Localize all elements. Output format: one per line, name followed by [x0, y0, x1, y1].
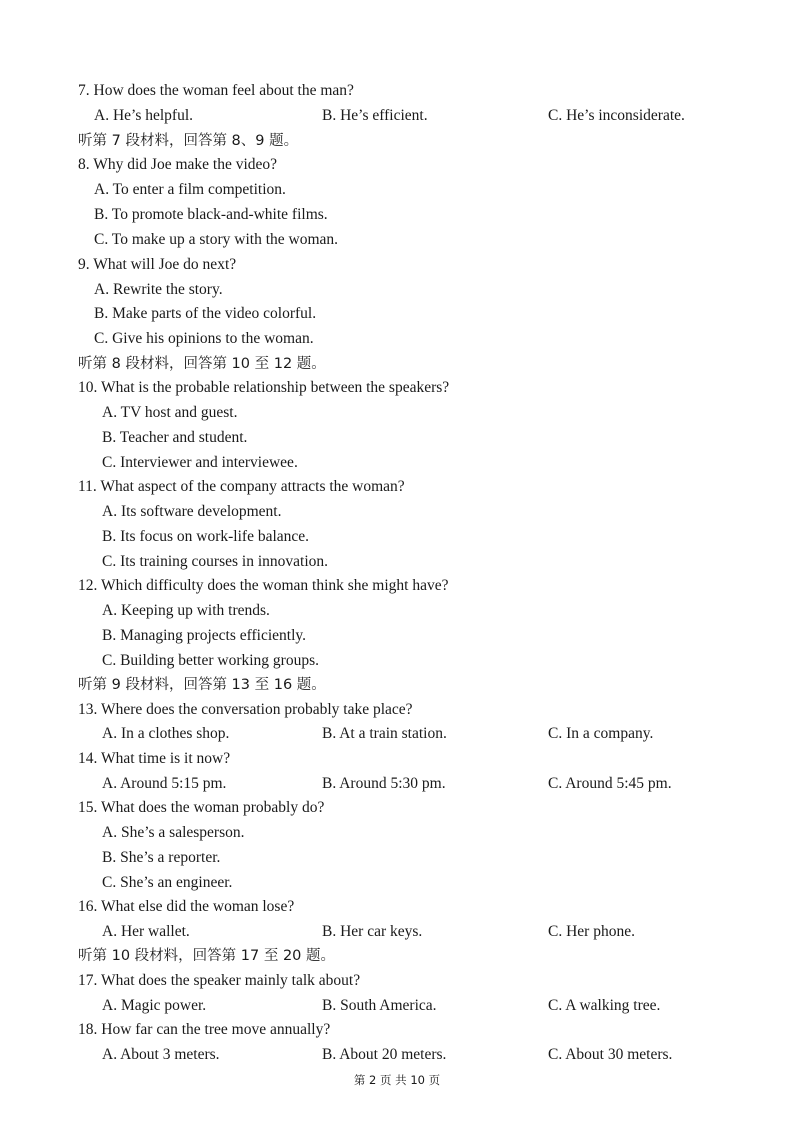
- option-16c: C. Her phone.: [548, 923, 635, 940]
- question-9: 9. What will Joe do next?: [78, 256, 237, 273]
- question-17: 17. What does the speaker mainly talk about?: [78, 972, 361, 989]
- option-17b: B. South America.: [322, 997, 437, 1014]
- option-16a: A. Her wallet.: [102, 923, 190, 940]
- question-13: 13. Where does the conversation probably take place?: [78, 701, 413, 718]
- option-7a: A. He’s helpful.: [94, 107, 194, 124]
- section-heading-10: 听第 10 段材料，回答第 17 至 20 题。: [78, 948, 336, 964]
- option-11c: C. Its training courses in innovation.: [102, 553, 329, 570]
- question-18: 18. How far can the tree move annually?: [78, 1021, 331, 1038]
- question-8: 8. Why did Joe make the video?: [78, 156, 278, 173]
- option-8a: A. To enter a film competition.: [94, 181, 286, 198]
- option-13a: A. In a clothes shop.: [102, 725, 230, 742]
- option-9b: B. Make parts of the video colorful.: [94, 305, 317, 322]
- section-heading-7: 听第 7 段材料，回答第 8、9 题。: [78, 133, 299, 149]
- option-15a: A. She’s a salesperson.: [102, 824, 245, 841]
- option-14b: B. Around 5:30 pm.: [322, 775, 446, 792]
- option-14c: C. Around 5:45 pm.: [548, 775, 672, 792]
- option-10a: A. TV host and guest.: [102, 404, 238, 421]
- question-12: 12. Which difficulty does the woman think she might have?: [78, 577, 449, 594]
- option-10b: B. Teacher and student.: [102, 429, 248, 446]
- question-16: 16. What else did the woman lose?: [78, 898, 295, 915]
- option-17a: A. Magic power.: [102, 997, 207, 1014]
- option-17c: C. A walking tree.: [548, 997, 661, 1014]
- option-11b: B. Its focus on work-life balance.: [102, 528, 310, 545]
- option-18b: B. About 20 meters.: [322, 1046, 447, 1063]
- option-9c: C. Give his opinions to the woman.: [94, 330, 314, 347]
- option-12a: A. Keeping up with trends.: [102, 602, 270, 619]
- question-11: 11. What aspect of the company attracts the woman?: [78, 478, 405, 495]
- option-11a: A. Its software development.: [102, 503, 282, 520]
- option-18a: A. About 3 meters.: [102, 1046, 220, 1063]
- option-12c: C. Building better working groups.: [102, 652, 319, 669]
- option-14a: A. Around 5:15 pm.: [102, 775, 227, 792]
- question-10: 10. What is the probable relationship between the speakers?: [78, 379, 450, 396]
- question-7: 7. How does the woman feel about the man?: [78, 82, 354, 99]
- option-13c: C. In a company.: [548, 725, 654, 742]
- option-15c: C. She’s an engineer.: [102, 874, 233, 891]
- page-footer: 第 2 页 共 10 页: [353, 1073, 441, 1087]
- option-13b: B. At a train station.: [322, 725, 447, 742]
- option-9a: A. Rewrite the story.: [94, 281, 223, 298]
- section-heading-9: 听第 9 段材料，回答第 13 至 16 题。: [78, 677, 326, 693]
- question-14: 14. What time is it now?: [78, 750, 231, 767]
- option-16b: B. Her car keys.: [322, 923, 423, 940]
- option-7c: C. He’s inconsiderate.: [548, 107, 685, 124]
- option-15b: B. She’s a reporter.: [102, 849, 221, 866]
- option-8b: B. To promote black-and-white films.: [94, 206, 328, 223]
- question-15: 15. What does the woman probably do?: [78, 799, 325, 816]
- option-18c: C. About 30 meters.: [548, 1046, 673, 1063]
- section-heading-8: 听第 8 段材料，回答第 10 至 12 题。: [78, 356, 326, 372]
- option-10c: C. Interviewer and interviewee.: [102, 454, 298, 471]
- option-8c: C. To make up a story with the woman.: [94, 231, 339, 248]
- option-12b: B. Managing projects efficiently.: [102, 627, 307, 644]
- option-7b: B. He’s efficient.: [322, 107, 428, 124]
